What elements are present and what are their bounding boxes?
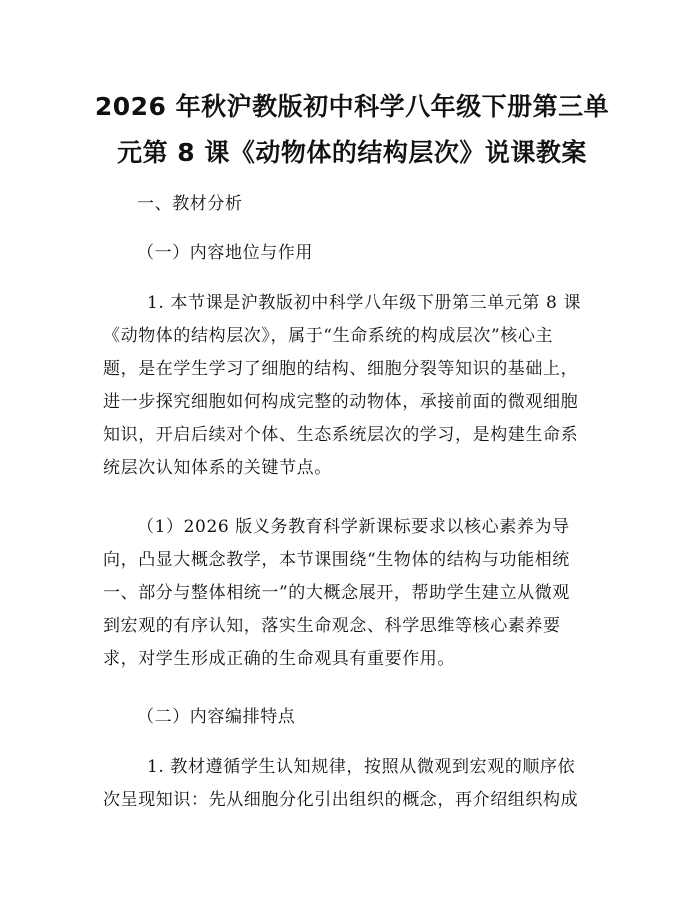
paragraph-line: 到宏观的有序认知，落实生命观念、科学思维等核心素养要 [103,616,561,636]
document-title [92,84,612,176]
paragraph-line: 《动物体的结构层次》，属于“生命系统的构成层次”核心主 [103,326,554,346]
paragraph-line: 知识，开启后续对个体、生态系统层次的学习，是构建生命系 [103,425,579,445]
paragraph-curriculum-standard [103,511,600,676]
subsection-heading-arrangement: （二）内容编排特点 [137,707,296,727]
paragraph-line: 题，是在学生学习了细胞的结构、细胞分裂等知识的基础上， [103,359,579,379]
paragraph-line: 统层次认知体系的关键节点。 [103,458,332,478]
paragraph-line: 一、部分与整体相统一”的大概念展开，帮助学生建立从微观 [103,583,570,603]
title-line-2: 元第 8 课《动物体的结构层次》说课教案 [117,138,587,167]
paragraph-line: 进一步探究细胞如何构成完整的动物体，承接前面的微观细胞 [103,392,579,412]
paragraph-line: 1. 教材遵循学生认知规律，按照从微观到宏观的顺序依 [147,757,576,777]
paragraph-arrangement-features [103,751,600,817]
paragraph-line: 1. 本节课是沪教版初中科学八年级下册第三单元第 8 课 [147,293,582,313]
title-line-1: 2026 年秋沪教版初中科学八年级下册第三单 [94,92,610,121]
section-heading-materials-analysis: 一、教材分析 [137,194,243,214]
paragraph-content-position [103,287,600,485]
paragraph-line: 次呈现知识：先从细胞分化引出组织的概念，再介绍组织构成 [103,790,579,810]
subsection-heading-content-role: （一）内容地位与作用 [137,243,313,263]
paragraph-line: 求，对学生形成正确的生命观具有重要作用。 [103,649,455,669]
paragraph-line: 向，凸显大概念教学，本节课围绕“生物体的结构与功能相统 [103,550,570,570]
paragraph-line: （1）2026 版义务教育科学新课标要求以核心素养为导 [137,517,570,537]
